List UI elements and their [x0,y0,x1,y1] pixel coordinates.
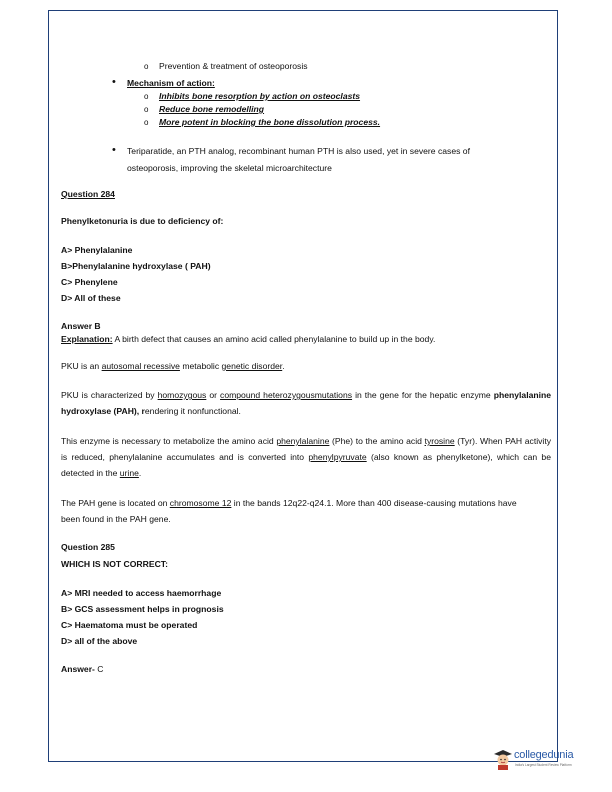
question-284-explanation: Explanation: A birth defect that causes an amino acid called phenylalanine to build up in the body. [61,334,436,344]
document-content [61,60,551,676]
option-c: C> Haematoma must be operated [61,620,198,630]
pku-paragraph-1: PKU is an autosomal recessive metabolic genetic disorder. [61,361,285,371]
pku-paragraph-4: The PAH gene is located on chromosome 12 in the bands 12q22-q24.1. More than 400 disease-causing mutations have been found in the PAH gene. [61,498,517,524]
link-phenylpyruvate[interactable]: phenylpyruvate [308,452,367,462]
link-homozygous[interactable]: homozygous [157,390,207,400]
link-genetic-disorder[interactable]: genetic disorder [221,361,283,371]
brand-tagline: India's Largest Student Review Platform [515,763,572,767]
option-b: B> GCS assessment helps in prognosis [61,604,224,614]
question-284-answer: Answer B [61,321,101,331]
link-chromosome-12[interactable]: chromosome 12 [169,498,232,508]
moa-item: o Reduce bone remodelling [61,103,551,116]
student-mascot-icon [492,748,514,770]
option-a: A> MRI needed to access haemorrhage [61,588,222,598]
link-compound-heterozygous[interactable]: compound heterozygousmutations [220,390,353,400]
pku-paragraph-2: PKU is characterized by homozygous or compound heterozygousmutations in the gene for the hepatic enzyme phenylalanine hydroxylase (PAH), rendering it nonfunctional. [61,390,552,416]
option-a: A> Phenylalanine [61,245,133,255]
question-284-stem: Phenylketonuria is due to deficiency of: [61,216,224,226]
link-phenylalanine[interactable]: phenylalanine [276,436,330,446]
option-d: D> all of the above [61,636,138,646]
option-b: B>Phenylalanine hydroxylase ( PAH) [61,261,211,271]
option-c: C> Phenylene [61,277,118,287]
question-285-number: Question 285 [61,542,115,552]
moa-heading: • Mechanism of action: [61,77,551,90]
osteo-prevention-item: o Prevention & treatment of osteoporosis [61,60,551,73]
teriparatide-note: • Teriparatide, an PTH analog, recombinant human PTH is also used, yet in severe cases of osteoporosis, improving the skeletal microarchitecture [61,143,551,177]
moa-item: o Inhibits bone resorption by action on osteoclasts [61,90,551,103]
brand-name: collegedunia [514,749,574,761]
question-284-number: Question 284 [61,189,115,199]
question-285-stem: WHICH IS NOT CORRECT: [61,559,168,569]
link-urine[interactable]: urine [119,468,139,478]
moa-item: o More potent in blocking the bone dissolution process. [61,116,551,129]
question-285-answer: Answer- C [61,664,104,674]
option-d: D> All of these [61,293,121,303]
link-autosomal-recessive[interactable]: autosomal recessive [101,361,180,371]
link-tyrosine[interactable]: tyrosine [424,436,455,446]
collegedunia-logo[interactable] [492,746,572,774]
pku-paragraph-3: This enzyme is necessary to metabolize the amino acid phenylalanine (Phe) to the amino acid tyrosine (Tyr). When PAH activity is reduced, phenylalanine accumulates and is converted into phenylpyruvate (also known as phenylketone), which can be detected in the urine. [61,436,552,478]
